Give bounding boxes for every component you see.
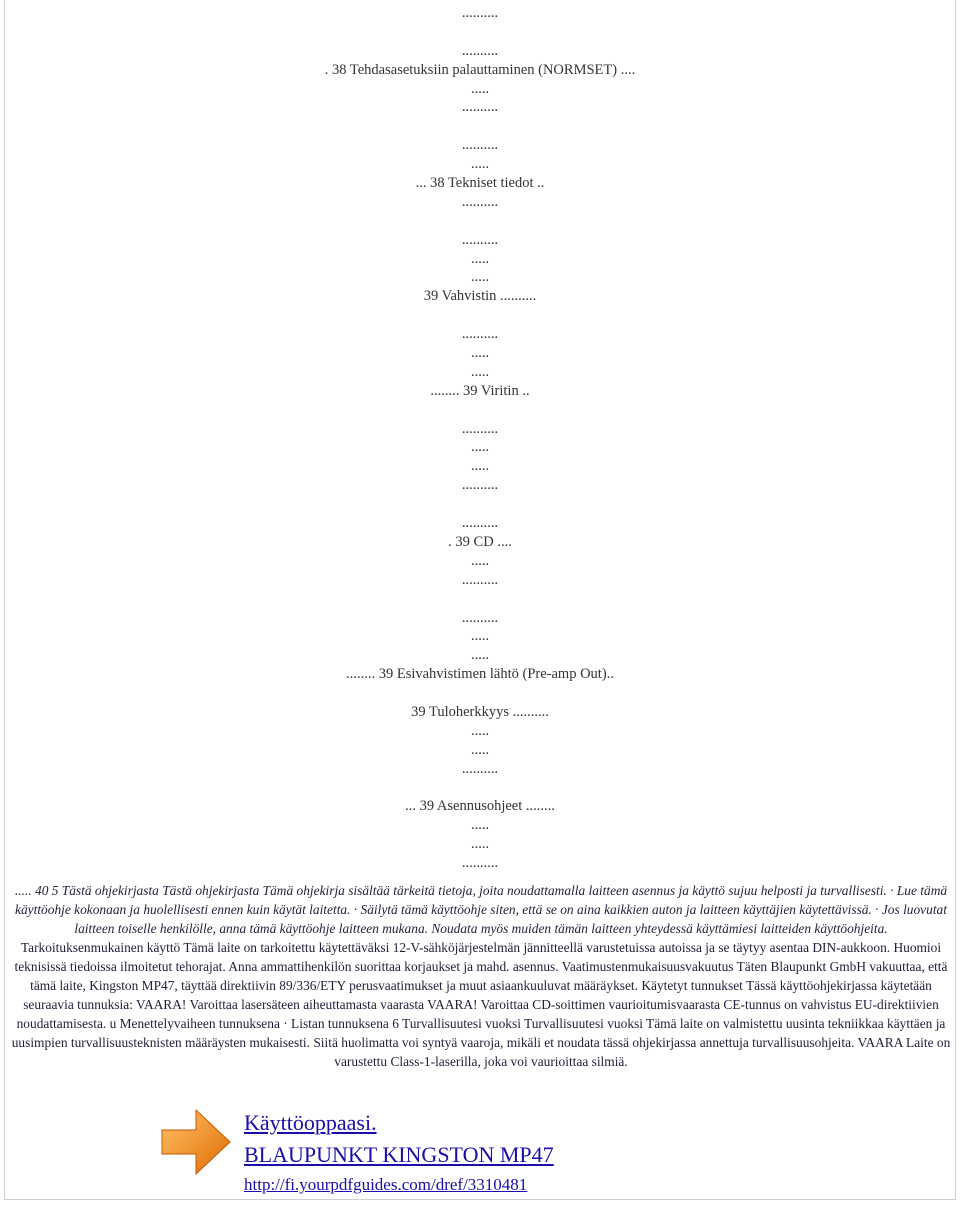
toc-line: ..... — [470, 363, 490, 380]
toc-line: ........ 39 Viritin .. — [430, 382, 530, 399]
toc-line: 39 Vahvistin .......... — [423, 288, 537, 305]
toc-line: . 38 Tehdasasetuksiin palauttaminen (NORMSET) .... — [324, 61, 636, 78]
toc-line: ..... — [470, 80, 490, 97]
url-link[interactable]: http://fi.yourpdfguides.com/dref/3310481 — [244, 1175, 528, 1194]
toc-line: .......... — [461, 326, 499, 343]
toc-line: .......... — [461, 5, 499, 21]
toc-line: ..... — [470, 836, 490, 853]
toc-line — [0, 306, 960, 325]
orange-arrow-icon — [156, 1104, 234, 1182]
toc-line: .......... — [461, 137, 499, 154]
toc-line: ..... — [470, 250, 490, 267]
intro-paragraph-1: ..... 40 5 Tästä ohjekirjasta Tästä ohjekirjasta Tämä ohjekirja sisältää tärkeitä tietoja, joita noudattamalla laitteen asennus ja käyttö sujuu helposti ja turvallisesti. — [14, 883, 887, 898]
toc-line — [0, 212, 960, 231]
toc-line: ..... — [470, 817, 490, 834]
product-link[interactable]: BLAUPUNKT KINGSTON MP47 — [244, 1142, 554, 1167]
toc-line: ..... — [470, 552, 490, 569]
toc-line: ........ 39 Esivahvistimen lähtö (Pre-amp Out).. — [346, 666, 614, 683]
toc-line — [0, 779, 960, 798]
toc-line: ..... — [470, 439, 490, 456]
toc-line — [0, 684, 960, 703]
toc-line: ..... — [470, 156, 490, 173]
toc-line: . 39 CD .... — [448, 533, 512, 550]
toc-line: .......... — [461, 420, 499, 437]
toc-line: .......... — [461, 193, 499, 210]
toc-line: .......... — [461, 42, 499, 59]
toc-line — [0, 401, 960, 420]
toc-line: ..... — [470, 741, 490, 758]
toc-line: ..... — [470, 647, 490, 664]
toc-line — [0, 495, 960, 514]
toc-line: ..... — [470, 722, 490, 739]
toc-line: ..... — [470, 628, 490, 645]
toc-line: .......... — [461, 515, 499, 532]
toc-line: .......... — [461, 571, 499, 588]
toc-line: ... 38 Tekniset tiedot .. — [415, 175, 545, 192]
intro-paragraph-1b: · Lue tämä käyttöohje kokonaan ja huolellisesti ennen kuin käytät laitetta. · Säilytä tämä käyttöohje siten, että se on aina kaikkien auton ja laitteen käyttäjien käytettävissä. · Jos luovutat laitteen toiselle henkilölle, anna tämä käyttöohje laitteen mukana. Noudata myös muiden tämän laitteen yhteydessä käyttämiesi laitteiden käyttöohjeita. — [15, 883, 948, 936]
intro-text — [10, 881, 952, 1071]
toc-line: .......... — [461, 99, 499, 116]
toc-line: 39 Tuloherkkyys .......... — [411, 703, 549, 720]
toc-line — [0, 590, 960, 609]
toc-line: .......... — [461, 609, 499, 626]
toc-line: .......... — [461, 231, 499, 248]
guide-link[interactable]: Käyttöoppaasi. — [244, 1110, 377, 1135]
toc-line: ..... — [470, 269, 490, 286]
toc-line — [0, 117, 960, 136]
intro-paragraph-2: Tarkoituksenmukainen käyttö Tämä laite on tarkoitettu käytettäväksi 12-V-sähköjärjestelmän jännitteellä varustetuissa autoissa ja se täytyy asentaa DIN-aukkoon. Huomioi teknisissä tiedoissa ilmoitetut tehorajat. Anna ammattihenkilön suorittaa korjaukset ja mahd. asennus. Vaatimustenmukaisuusvakuutus Täten Blaupunkt GmbH vakuuttaa, että tämä laite, Kingston MP47, täyttää direktiivin 89/336/ETY perusvaatimukset ja muut asiaankuuluvat määräykset. Käytetyt tunnukset Tässä käyttöohjekirjassa käytetään seuraavia tunnuksia: VAARA! Varoittaa lasersäteen aiheuttamasta vaarasta VAARA! Varoittaa CD-soittimen vaurioitumisvaarasta CE-tunnus on vahvistus EU-direktiivien noudattamisesta. u Menettelyvaiheen tunnuksena · Listan tunnuksena 6 Turvallisuutesi vuoksi Turvallisuutesi vuoksi Tämä laite on valmistettu uusinta tekniikkaa käyttäen ja uusimpien turvallisuusteknisten määräysten mukaisesti. Siitä huolimatta voi syntyä vaaroja, mikäli et noudata tässä ohjekirjassa annettuja turvallisuusohjeita. VAARA Laite on varustettu Class-1-laserilla, joka voi vaurioittaa silmiä. — [11, 940, 951, 1069]
toc-line: ... 39 Asennusohjeet ........ — [405, 798, 555, 815]
footer-links — [244, 1108, 554, 1198]
toc-line: .......... — [461, 760, 499, 777]
toc-line: ..... — [470, 345, 490, 362]
table-of-contents — [0, 4, 960, 873]
toc-line — [0, 23, 960, 42]
toc-line: ..... — [470, 458, 490, 475]
toc-line: .......... — [461, 477, 499, 494]
toc-line: .......... — [461, 855, 499, 872]
